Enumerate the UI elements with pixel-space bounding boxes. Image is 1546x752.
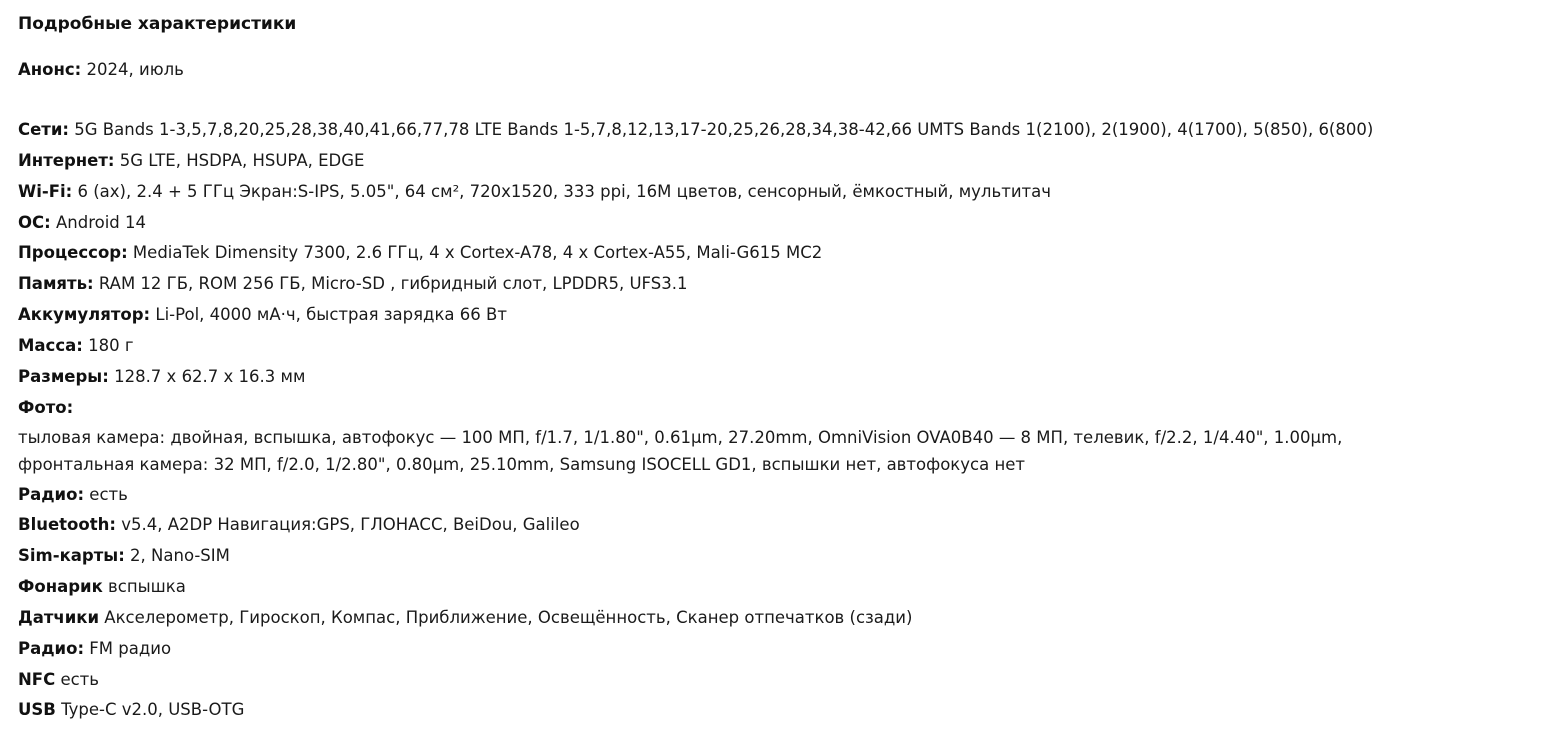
spec-value-sensors: Акселерометр, Гироскоп, Компас, Приближение, Освещённость, Сканер отпечатков (сзади) bbox=[99, 607, 913, 627]
photo-front-camera-value: 32 МП, f/2.0, 1/2.80", 0.80µm, 25.10mm, Samsung ISOCELL GD1, вспышки нет, автофокуса нет bbox=[213, 454, 1026, 474]
spec-label-weight: Масса: bbox=[18, 335, 83, 355]
spec-row-battery bbox=[18, 300, 1528, 331]
spec-row-usb bbox=[18, 695, 1528, 726]
spec-value-battery: Li-Pol, 4000 мА·ч, быстрая зарядка 66 Вт bbox=[150, 305, 507, 325]
spec-value-internet: 5G LTE, HSDPA, HSUPA, EDGE bbox=[114, 150, 365, 170]
spec-row-os bbox=[18, 208, 1528, 239]
photo-rear-camera-value: двойная, вспышка, автофокус — 100 МП, f/1.7, 1/1.80", 0.61µm, 27.20mm, OmniVision OVA0B40 — 8 МП, телевик, f/2.2, 1/4.40", 1.00µm, bbox=[170, 428, 1343, 448]
spec-label-nfc: NFC bbox=[18, 669, 56, 689]
spec-label-sim-cards: Sim-карты: bbox=[18, 546, 125, 566]
spec-label-announce: Анонс: bbox=[18, 60, 82, 80]
spec-row-memory bbox=[18, 269, 1528, 300]
spec-label-flashlight: Фонарик bbox=[18, 577, 103, 597]
spec-row-dimensions bbox=[18, 362, 1528, 393]
spec-row-sim-cards bbox=[18, 541, 1528, 572]
spec-label-dimensions: Размеры: bbox=[18, 366, 109, 386]
spec-label-processor: Процессор: bbox=[18, 243, 128, 263]
spec-value-fm-radio: FM радио bbox=[84, 638, 172, 658]
spec-label-fm-radio: Радио: bbox=[18, 638, 85, 658]
spec-row-wifi bbox=[18, 177, 1528, 208]
spec-value-usb: Type-C v2.0, USB-OTG bbox=[55, 700, 245, 720]
spec-row-sensors bbox=[18, 603, 1528, 634]
photo-front-camera-label: фронтальная камера: bbox=[18, 454, 214, 474]
spec-value-networks: 5G Bands 1-3,5,7,8,20,25,28,38,40,41,66,77,78 LTE Bands 1-5,7,8,12,13,17-20,25,26,28,34,38-42,66 UMTS Bands 1(2100), 2(1900), 4(1700), 5(850), 6(800) bbox=[69, 120, 1374, 140]
spec-row-internet bbox=[18, 146, 1528, 177]
spec-value-flashlight: вспышка bbox=[102, 577, 186, 597]
spec-value-bluetooth: v5.4, A2DP Навигация:GPS, ГЛОНАСС, BeiDou, Galileo bbox=[115, 515, 580, 535]
spec-label-radio: Радио: bbox=[18, 484, 85, 504]
spec-row-nfc bbox=[18, 665, 1528, 696]
spec-label-battery: Аккумулятор: bbox=[18, 305, 151, 325]
spec-label-memory: Память: bbox=[18, 274, 94, 294]
spec-value-weight: 180 г bbox=[82, 335, 134, 355]
spec-label-networks: Сети: bbox=[18, 120, 70, 140]
spec-label-internet: Интернет: bbox=[18, 150, 115, 170]
spec-row-photo bbox=[18, 393, 1528, 424]
spec-value-dimensions: 128.7 x 62.7 x 16.3 мм bbox=[108, 366, 306, 386]
spec-row-processor bbox=[18, 238, 1528, 269]
photo-details-block bbox=[18, 425, 1528, 477]
spec-label-sensors: Датчики bbox=[18, 607, 100, 627]
photo-rear-camera-line bbox=[18, 425, 1528, 451]
spec-row-networks bbox=[18, 115, 1528, 146]
spec-value-radio: есть bbox=[84, 484, 128, 504]
spec-value-sim-cards: 2, Nano-SIM bbox=[124, 546, 230, 566]
spec-label-usb: USB bbox=[18, 700, 56, 720]
spec-row-weight bbox=[18, 331, 1528, 362]
spec-list-main bbox=[18, 115, 1528, 726]
spec-value-wifi: 6 (ax), 2.4 + 5 ГГц Экран:S-IPS, 5.05", 64 см², 720x1520, 333 ppi, 16M цветов, сенсорный, ёмкостный, мультитач bbox=[72, 181, 1052, 201]
spec-row-bluetooth bbox=[18, 510, 1528, 541]
page-title: Подробные характеристики bbox=[18, 14, 297, 34]
spec-label-wifi: Wi-Fi: bbox=[18, 181, 73, 201]
photo-rear-camera-label: тыловая камера: bbox=[18, 428, 171, 448]
spec-row-fm-radio bbox=[18, 634, 1528, 665]
spec-row-flashlight bbox=[18, 572, 1528, 603]
spec-value-os: Android 14 bbox=[50, 212, 147, 232]
photo-front-camera-line bbox=[18, 452, 1528, 478]
spec-value-memory: RAM 12 ГБ, ROM 256 ГБ, Micro-SD , гибридный слот, LPDDR5, UFS3.1 bbox=[93, 274, 688, 294]
spec-label-bluetooth: Bluetooth: bbox=[18, 515, 116, 535]
spec-value-announce: 2024, июль bbox=[81, 60, 184, 80]
spec-label-os: ОС: bbox=[18, 212, 51, 232]
spec-value-processor: MediaTek Dimensity 7300, 2.6 ГГц, 4 x Cortex-A78, 4 x Cortex-A55, Mali-G615 MC2 bbox=[127, 243, 823, 263]
spec-value-nfc: есть bbox=[55, 669, 100, 689]
spec-row-announce bbox=[18, 60, 1528, 81]
spec-label-photo: Фото: bbox=[18, 397, 74, 417]
spec-row-radio bbox=[18, 480, 1528, 511]
